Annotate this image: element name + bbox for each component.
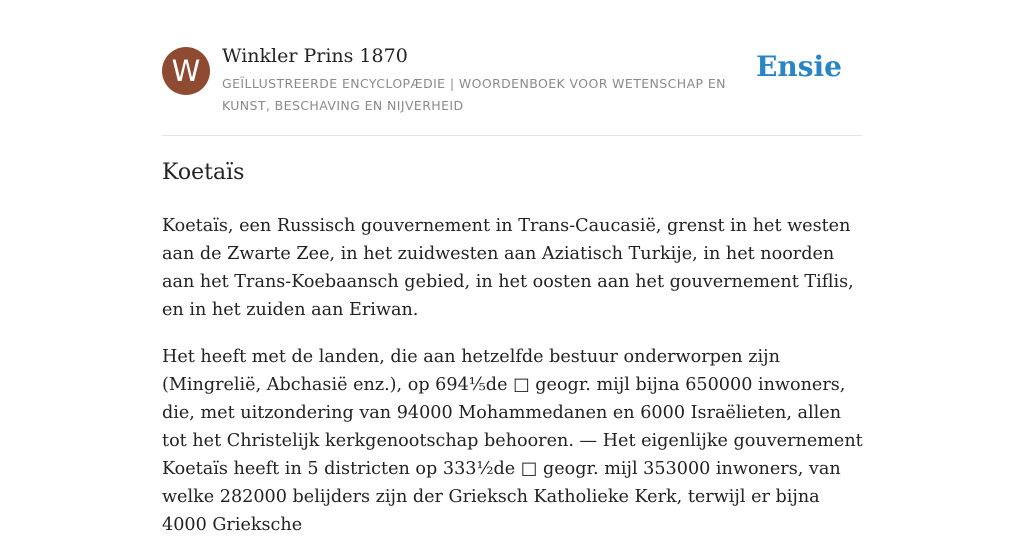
brand-logo-link[interactable]: Ensie <box>756 50 842 83</box>
article-title: Koetaïs <box>162 160 245 185</box>
article-paragraph: Het heeft met de landen, die aan hetzelfde bestuur onderworpen zijn (Mingrelië, Abchasië enz.), op 694⅕de □ geogr. mijl bijna 650000 inwoners, die, met uitzondering van 94000 Mohammedanen en 6000 Israëlieten, allen tot het Christelijk kerkgenootschap behooren. — Het eigenlijke gouvernement Koetaïs heeft in 5 districten op 333½de □ geogr. mijl 353000 inwoners, van welke 282000 belijders zijn der Grieksch Katholieke Kerk, terwijl er bijna 4000 Grieksche <box>162 347 863 535</box>
article-paragraph: Koetaïs, een Russisch gouvernement in Trans-Caucasië, grenst in het westen aan de Zwarte Zee, in het zuidwesten aan Aziatisch Turkije, in het noorden aan het Trans-Koebaansch gebied, in het oosten aan het gouvernement Tiflis, en in het zuiden aan Eriwan. <box>162 216 854 320</box>
article-body <box>162 212 867 558</box>
source-subtitle: GEÏLLUSTREERDE ENCYCLOPÆDIE | WOORDENBOEK VOOR WETENSCHAP EN KUNST, BESCHAVING EN NIJVERHEID <box>222 76 726 113</box>
site-header <box>162 0 862 136</box>
page-container <box>162 0 863 535</box>
source-avatar[interactable]: W <box>162 47 210 95</box>
source-title[interactable]: Winkler Prins 1870 <box>222 45 408 67</box>
